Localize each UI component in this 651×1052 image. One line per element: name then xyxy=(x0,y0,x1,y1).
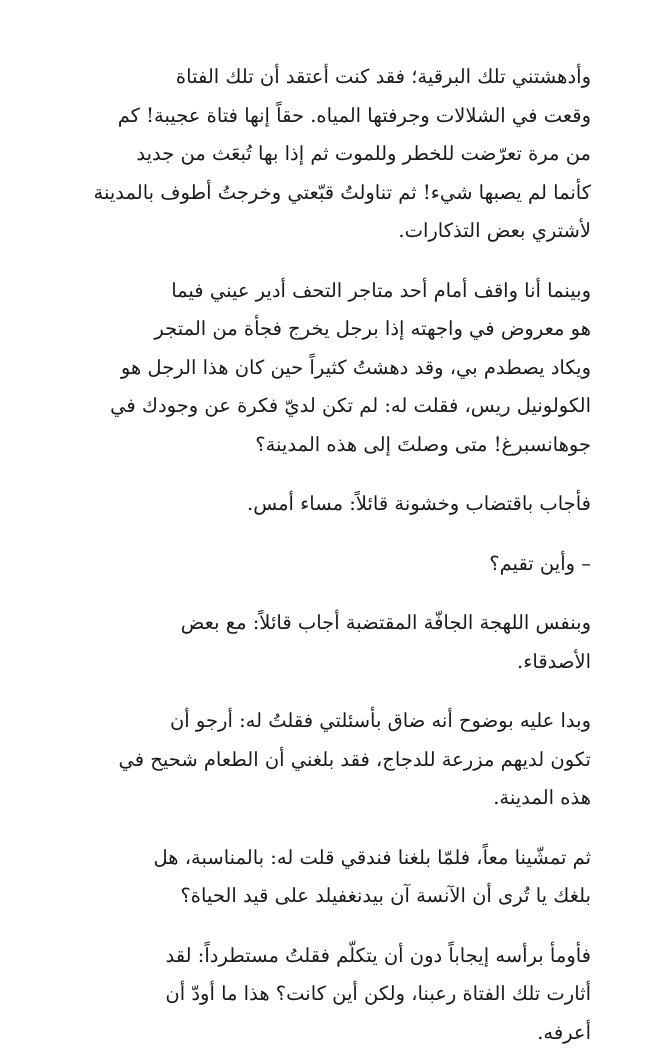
text-line: من مرة تعرّضت للخطر وللموت ثم إذا بها تُبعَث من جديد xyxy=(30,135,621,174)
paragraph-with-friends xyxy=(30,604,621,681)
paragraph-nod xyxy=(30,937,621,1052)
text-line: ثم تمشّينا معاً، فلمّا بلغنا فندقي قلت له: بالمناسبة، هل xyxy=(30,839,621,878)
text-line: وبنفس اللهجة الجافّة المقتضبة أجاب قائلاً: مع بعض xyxy=(30,604,621,643)
text-line: أثارت تلك الفتاة رعبنا، ولكن أين كانت؟ هذا ما أودّ أن xyxy=(30,975,621,1014)
paragraph-hotel xyxy=(30,839,621,916)
text-line: كأنما لم يصبها شيء! ثم تناولتُ قبّعتي وخرجتُ أطوف بالمدينة xyxy=(30,174,621,213)
text-line: جوهانسبرغ! متى وصلتَ إلى هذه المدينة؟ xyxy=(30,426,621,465)
text-line: وبينما أنا واقف أمام أحد متاجر التحف أدير عيني فيما xyxy=(30,272,621,311)
text-line: الأصدقاء. xyxy=(30,643,621,682)
text-line: هذه المدينة. xyxy=(30,779,621,818)
text-line: وأدهشتني تلك البرقية؛ فقد كنت أعتقد أن تلك الفتاة xyxy=(30,58,621,97)
text-line: وبدا عليه بوضوح أنه ضاق بأسئلتي فقلتُ له: أرجو أن xyxy=(30,702,621,741)
text-line: لأشتري بعض التذكارات. xyxy=(30,212,621,251)
text-line: وقعت في الشلالات وجرفتها المياه. حقاً إنها فتاة عجيبة! كم xyxy=(30,97,621,136)
text-line: ويكاد يصطدم بي، وقد دهشتُ كثيراً حين كان هذا الرجل هو xyxy=(30,349,621,388)
text-line: فأجاب باقتضاب وخشونة قائلاً: مساء أمس. xyxy=(30,485,621,524)
paragraph-reply-yesterday xyxy=(30,485,621,524)
text-line: الكولونيل ريس، فقلت له: لم تكن لديّ فكرة عن وجودك في xyxy=(30,387,621,426)
text-line: أعرفه. xyxy=(30,1014,621,1052)
text-line: بلغك يا تُرى أن الآنسة آن بيدنغفيلد على قيد الحياة؟ xyxy=(30,877,621,916)
paragraph-where-staying xyxy=(30,545,621,584)
paragraph-antique-shop xyxy=(30,272,621,465)
text-line: فأومأ برأسه إيجاباً دون أن يتكلّم فقلتُ مستطرداً: لقد xyxy=(30,937,621,976)
text-line: هو معروض في واجهته إذا برجل يخرج فجأة من المتجر xyxy=(30,310,621,349)
paragraph-telegram xyxy=(30,58,621,251)
paragraph-chicken-farm xyxy=(30,702,621,818)
text-line: تكون لديهم مزرعة للدجاج، فقد بلغني أن الطعام شحيح في xyxy=(30,741,621,780)
text-line: – وأين تقيم؟ xyxy=(30,545,621,584)
